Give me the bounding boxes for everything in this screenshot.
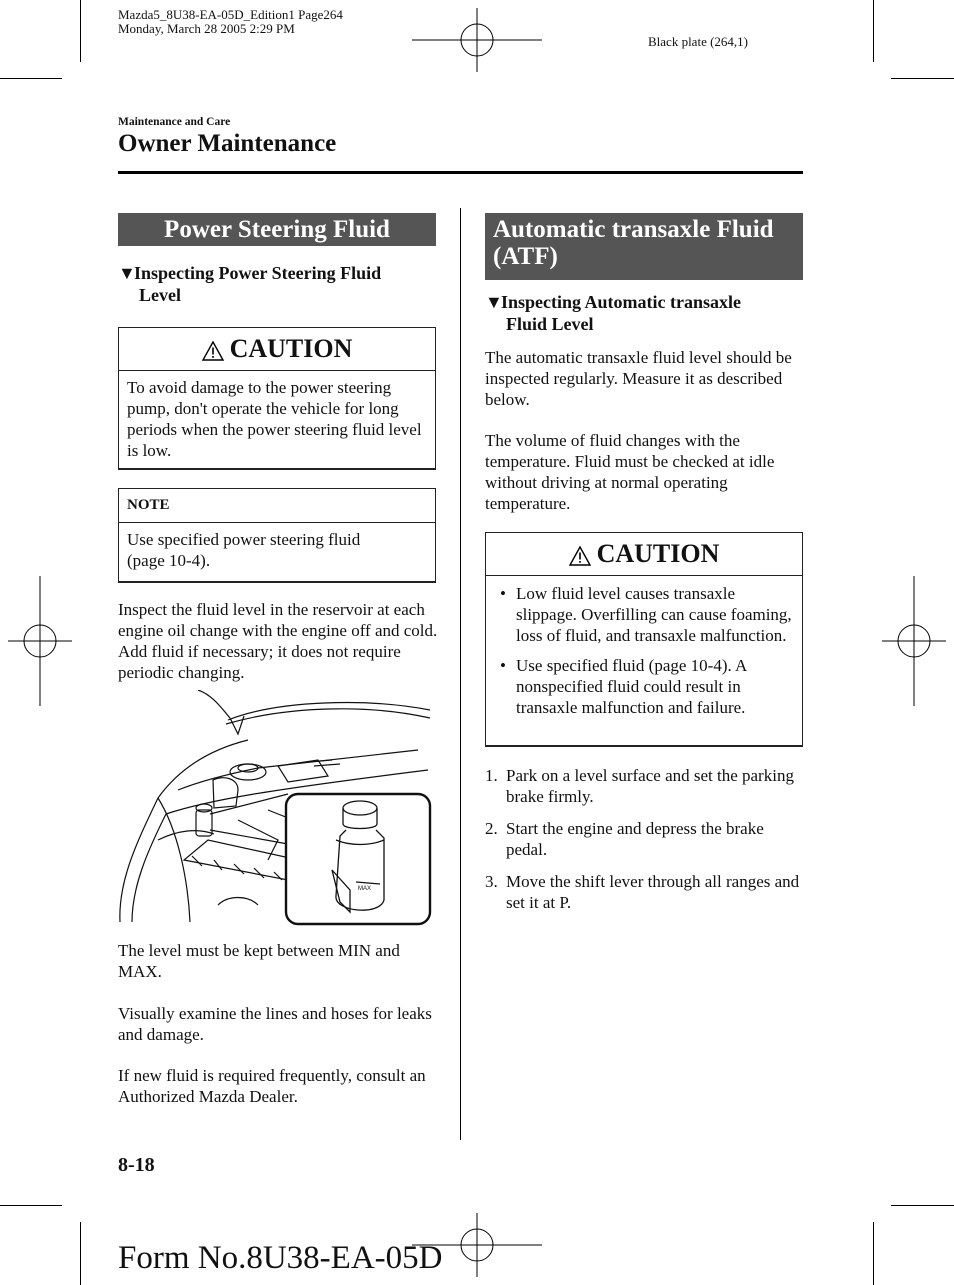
section-band-power-steering: Power Steering Fluid bbox=[118, 213, 436, 246]
paragraph-atf-temperature: The volume of fluid changes with the temperature. Fluid must be checked at idle without driving at normal operating temperature. bbox=[485, 431, 775, 513]
paragraph-inspect-lines: Visually examine the lines and hoses for leaks and damage. bbox=[118, 1004, 432, 1044]
down-triangle-icon: ▼ bbox=[485, 292, 503, 312]
registration-mark-icon bbox=[882, 576, 946, 706]
paragraph-level-range: The level must be kept between MIN and MAX. bbox=[118, 941, 400, 981]
note-text bbox=[119, 523, 435, 577]
subheading-inspect-power-steering bbox=[118, 262, 436, 306]
caution-text: To avoid damage to the power steering pump, don't operate the vehicle for long periods when the power steering fluid level is low. bbox=[127, 378, 422, 460]
paragraph-inspect-fluid: Inspect the fluid level in the reservoir at each engine oil change with the engine off and cold. Add fluid if necessary; it does not require periodic changing. bbox=[118, 600, 438, 682]
max-label: MAX bbox=[358, 886, 372, 892]
note-text-line2: (page 10-4). bbox=[127, 551, 211, 570]
band-title-line2: (ATF) bbox=[493, 243, 558, 270]
caution-bullet-text: Use specified fluid (page 10-4). A nonspecified fluid could result in transaxle malfunction and failure. bbox=[516, 656, 747, 717]
down-triangle-icon: ▼ bbox=[118, 263, 136, 283]
subheading-line1: Inspecting Automatic transaxle bbox=[501, 292, 741, 312]
caution-bullet bbox=[494, 583, 794, 646]
paragraph-atf-regular: The automatic transaxle fluid level should be inspected regularly. Measure it as described below. bbox=[485, 348, 792, 409]
page-title: Owner Maintenance bbox=[118, 130, 337, 157]
print-header-line2: Monday, March 28 2005 2:29 PM bbox=[118, 21, 295, 36]
warning-triangle-icon bbox=[202, 341, 224, 361]
step-item bbox=[485, 871, 803, 913]
note-box bbox=[118, 488, 436, 583]
subheading-inspect-atf bbox=[485, 291, 803, 335]
form-number: Form No.8U38-EA-05D bbox=[118, 1240, 443, 1276]
caution-header bbox=[119, 328, 435, 371]
bullet-icon: • bbox=[500, 656, 506, 675]
subheading-line2: Level bbox=[139, 285, 181, 305]
page-number: 8-18 bbox=[118, 1154, 155, 1176]
caution-header bbox=[486, 533, 802, 576]
step-number: 3. bbox=[485, 872, 498, 891]
step-text: Park on a level surface and set the parking brake firmly. bbox=[506, 766, 794, 806]
caution-bullet bbox=[494, 655, 794, 718]
registration-mark-icon bbox=[412, 8, 542, 72]
caution-box-power-steering bbox=[118, 327, 436, 470]
caution-box-atf bbox=[485, 532, 803, 747]
steps-list bbox=[485, 765, 803, 924]
step-text: Move the shift lever through all ranges and set it at P. bbox=[506, 872, 800, 912]
print-header bbox=[118, 8, 343, 36]
step-number: 2. bbox=[485, 819, 498, 838]
print-header-line1: Mazda5_8U38-EA-05D_Edition1 Page264 bbox=[118, 7, 343, 22]
caution-bullet-text: Low fluid level causes transaxle slippage. Overfilling can cause foaming, loss of fluid, and transaxle malfunction. bbox=[516, 584, 792, 645]
engine-bay-illustration bbox=[118, 690, 436, 930]
note-text-line1: Use specified power steering fluid bbox=[127, 530, 361, 549]
registration-mark-icon bbox=[8, 576, 72, 706]
step-item bbox=[485, 765, 803, 807]
warning-triangle-icon bbox=[569, 546, 591, 566]
subheading-line2: Fluid Level bbox=[506, 314, 594, 334]
note-title: NOTE bbox=[119, 489, 435, 523]
step-item bbox=[485, 818, 803, 860]
title-rule bbox=[118, 171, 803, 174]
paragraph-consult-dealer: If new fluid is required frequently, consult an Authorized Mazda Dealer. bbox=[118, 1066, 426, 1106]
step-text: Start the engine and depress the brake pedal. bbox=[506, 819, 764, 859]
caution-body bbox=[486, 576, 802, 733]
bullet-icon: • bbox=[500, 584, 506, 603]
section-label: Maintenance and Care bbox=[118, 116, 231, 128]
caution-title: CAUTION bbox=[596, 539, 720, 568]
band-title-line1: Automatic transaxle Fluid bbox=[493, 216, 774, 243]
section-band-atf bbox=[485, 213, 803, 280]
column-divider bbox=[460, 208, 461, 1140]
step-number: 1. bbox=[485, 766, 498, 785]
subheading-line1: Inspecting Power Steering Fluid bbox=[134, 263, 382, 283]
plate-label: Black plate (264,1) bbox=[648, 34, 748, 49]
caution-title: CAUTION bbox=[229, 334, 353, 363]
